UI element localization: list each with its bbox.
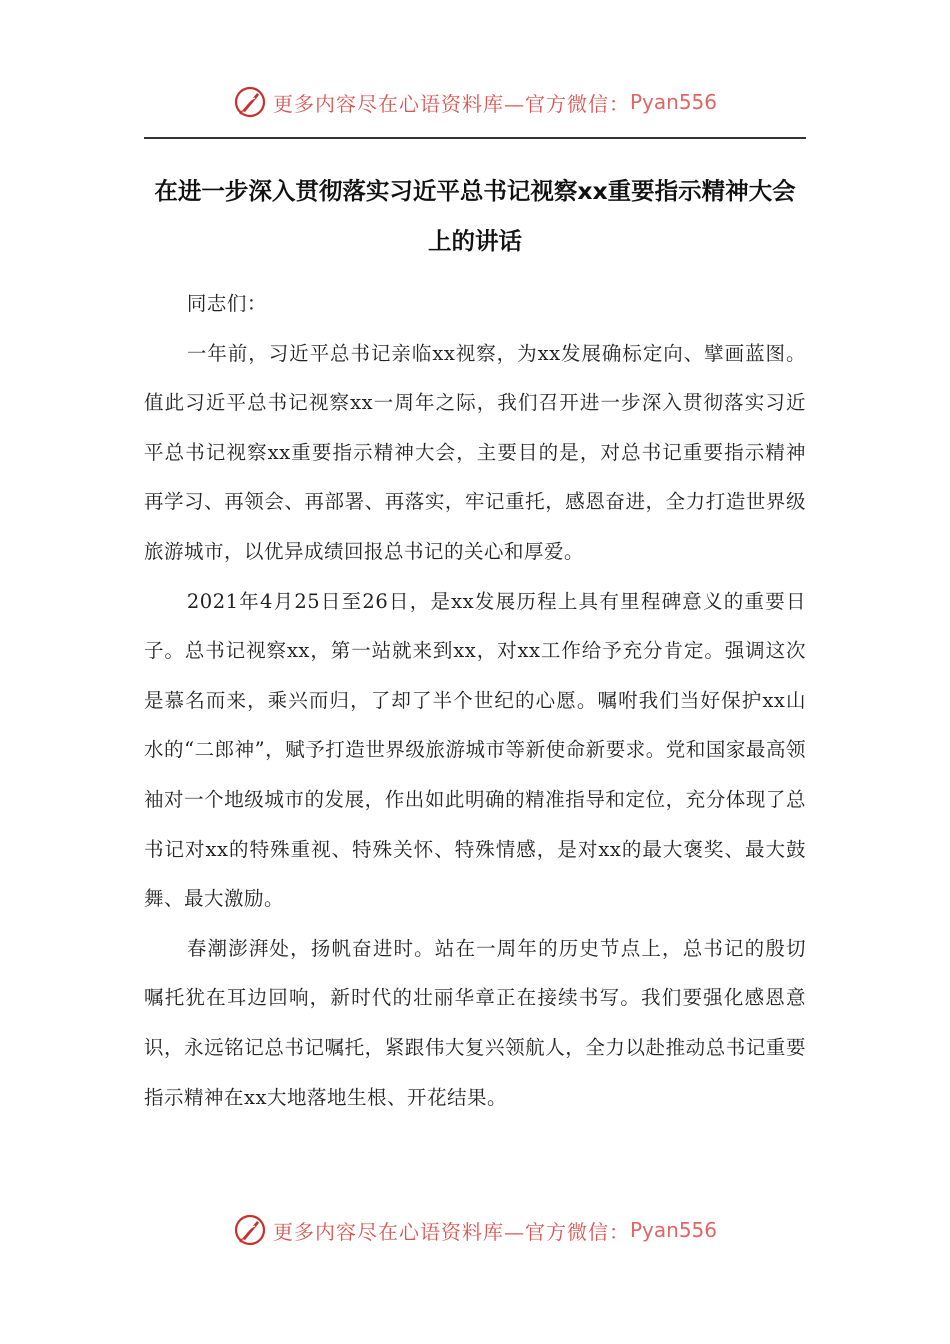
body-paragraph: 2021年4月25日至26日，是xx发展历程上具有里程碑意义的重要日子。总书记视察xx，第一站就来到xx，对xx工作给予充分肯定。强调这次是慕名而来，乘兴而归，了却了半个世纪的心愿。嘱咐我们当好保护xx山水的“二郎神”，赋予打造世界级旅游城市等新使命新要求。党和国家最高领袖对一个地级城市的发展，作出如此明确的精准指导和定位，充分体现了总书记对xx的特殊重视、特殊关怀、特殊情感，是对xx的最大褒奖、最大鼓舞、最大激励。 <box>144 589 806 911</box>
salutation: 同志们： <box>186 292 267 315</box>
banner-text: 更多内容尽在心语资料库—官方微信： <box>272 91 630 116</box>
banner-wechat-handle: Pyan556 <box>629 1218 717 1242</box>
document-title: 在进一步深入贯彻落实习近平总书记视察xx重要指示精神大会上的讲话 <box>154 177 796 255</box>
header-divider <box>144 137 806 139</box>
banner-wechat-handle: Pyan556 <box>629 90 717 114</box>
body-paragraph: 一年前，习近平总书记亲临xx视察，为xx发展确标定向、擘画蓝图。值此习近平总书记视察xx一周年之际，我们召开进一步深入贯彻落实习近平总书记视察xx重要指示精神大会，主要目的是，对总书记重要指示精神再学习、再领会、再部署、再落实，牢记重托，感恩奋进，全力打造世界级旅游城市，以优异成绩回报总书记的关心和厚爱。 <box>144 341 806 563</box>
header-banner <box>0 82 950 122</box>
quill-logo-icon <box>233 1213 267 1247</box>
quill-logo-icon <box>233 85 267 119</box>
document-body <box>144 279 806 1122</box>
banner-text: 更多内容尽在心语资料库—官方微信： <box>272 1219 630 1244</box>
footer-banner <box>0 1210 950 1250</box>
body-paragraph: 春潮澎湃处，扬帆奋进时。站在一周年的历史节点上，总书记的殷切嘱托犹在耳边回响，新时代的壮丽华章正在接续书写。我们要强化感恩意识，永远铭记总书记嘱托，紧跟伟大复兴领航人，全力以赴推动总书记重要指示精神在xx大地落地生根、开花结果。 <box>144 936 806 1109</box>
